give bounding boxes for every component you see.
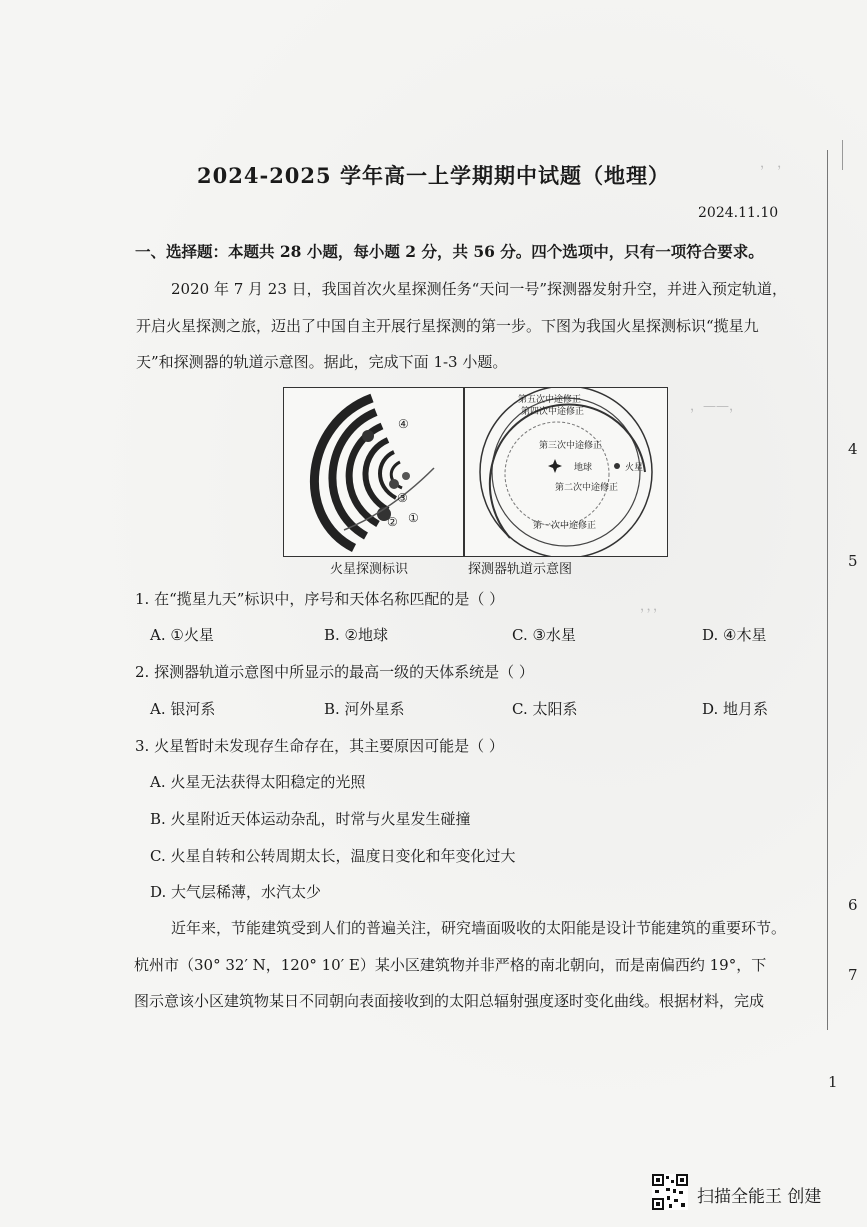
option-d: D. 地月系 [702, 700, 769, 718]
label-earth: 地球 [574, 463, 593, 473]
section-heading: 一、选择题：本题共 28 小题，每小题 2 分，共 56 分。四个选项中，只有一项符合要求。 [135, 242, 764, 261]
option-c: C. 太阳系 [512, 700, 578, 718]
label-first-correction: 第一次中途修正 [533, 521, 597, 531]
option-d: D. 大气层稀薄，水汽太少 [150, 883, 322, 901]
figure-caption-left: 火星探测标识 [330, 562, 409, 577]
bleed-through-text: ，，， [640, 599, 667, 614]
question-stem: 1. 在“揽星九天”标识中，序号和天体名称匹配的是（ ） [135, 590, 505, 608]
label-mars: 火星 [625, 463, 644, 473]
side-question-number: 6 [848, 896, 858, 914]
logo-marker-4: ④ [398, 417, 409, 431]
passage-line: 近年来，节能建筑受到人们的普遍关注，研究墙面吸收的太阳能是设计节能建筑的重要环节。 [171, 919, 787, 937]
bleed-through-text: ，——， [690, 399, 743, 414]
side-question-number: 7 [848, 966, 858, 984]
exam-date: 2024.11.10 [698, 205, 779, 221]
label-second-correction: 第二次中途修正 [555, 483, 619, 493]
passage-line: 天”和探测器的轨道示意图。据此，完成下面 1-3 小题。 [136, 353, 508, 371]
option-b: B. 河外星系 [324, 700, 405, 718]
label-fifth-correction: 第五次中途修正 [518, 395, 582, 405]
passage-line: 杭州市（30° 32′ N，120° 10′ E）某小区建筑物并非严格的南北朝向，而是南偏西约 19°，下 [134, 956, 767, 974]
logo-marker-1: ① [408, 511, 419, 525]
option-b: B. ②地球 [324, 626, 389, 644]
figure-caption-right: 探测器轨道示意图 [468, 562, 573, 577]
mars-probe-logo [284, 388, 463, 556]
passage-line: 图示意该小区建筑物某日不同朝向表面接收到的太阳总辐射强度逐时变化曲线。根据材料，完成 [134, 992, 765, 1010]
question-stem: 3. 火星暂时未发现存生命存在，其主要原因可能是（ ） [135, 737, 504, 755]
label-third-correction: 第三次中途修正 [539, 441, 603, 451]
side-question-number: 5 [848, 552, 858, 570]
right-margin-rule [827, 150, 828, 1030]
logo-marker-2: ② [387, 515, 398, 529]
option-d: D. ④木星 [702, 626, 767, 644]
option-a: A. ①火星 [150, 626, 214, 644]
scanner-watermark: 扫描全能王 创建 [697, 1187, 822, 1207]
logo-marker-3: ③ [397, 491, 408, 505]
passage-line: 开启火星探测之旅，迈出了中国自主开展行星探测的第一步。下图为我国火星探测标识“揽星九 [136, 317, 759, 335]
option-c: C. ③水星 [512, 626, 576, 644]
question-stem: 2. 探测器轨道示意图中所显示的最高一级的天体系统是（ ） [135, 663, 534, 681]
option-b: B. 火星附近天体运动杂乱，时常与火星发生碰撞 [150, 810, 471, 828]
qr-code-icon [652, 1174, 688, 1210]
orbit-diagram [465, 388, 667, 556]
label-fourth-correction: 第四次中途修正 [521, 407, 585, 417]
option-a: A. 银河系 [150, 700, 216, 718]
bleed-through-text: ， ， [760, 156, 791, 171]
figure-box [283, 387, 668, 557]
option-a: A. 火星无法获得太阳稳定的光照 [150, 773, 366, 791]
exam-title: 2024-2025 学年高一上学期期中试题（地理） [197, 163, 670, 188]
side-question-number: 4 [848, 440, 858, 458]
passage-line: 2020 年 7 月 23 日，我国首次火星探测任务“天问一号”探测器发射升空，并进入预定轨道， [171, 280, 787, 298]
page-number: 1 [828, 1073, 838, 1091]
option-c: C. 火星自转和公转周期太长，温度日变化和年变化过大 [150, 847, 516, 865]
